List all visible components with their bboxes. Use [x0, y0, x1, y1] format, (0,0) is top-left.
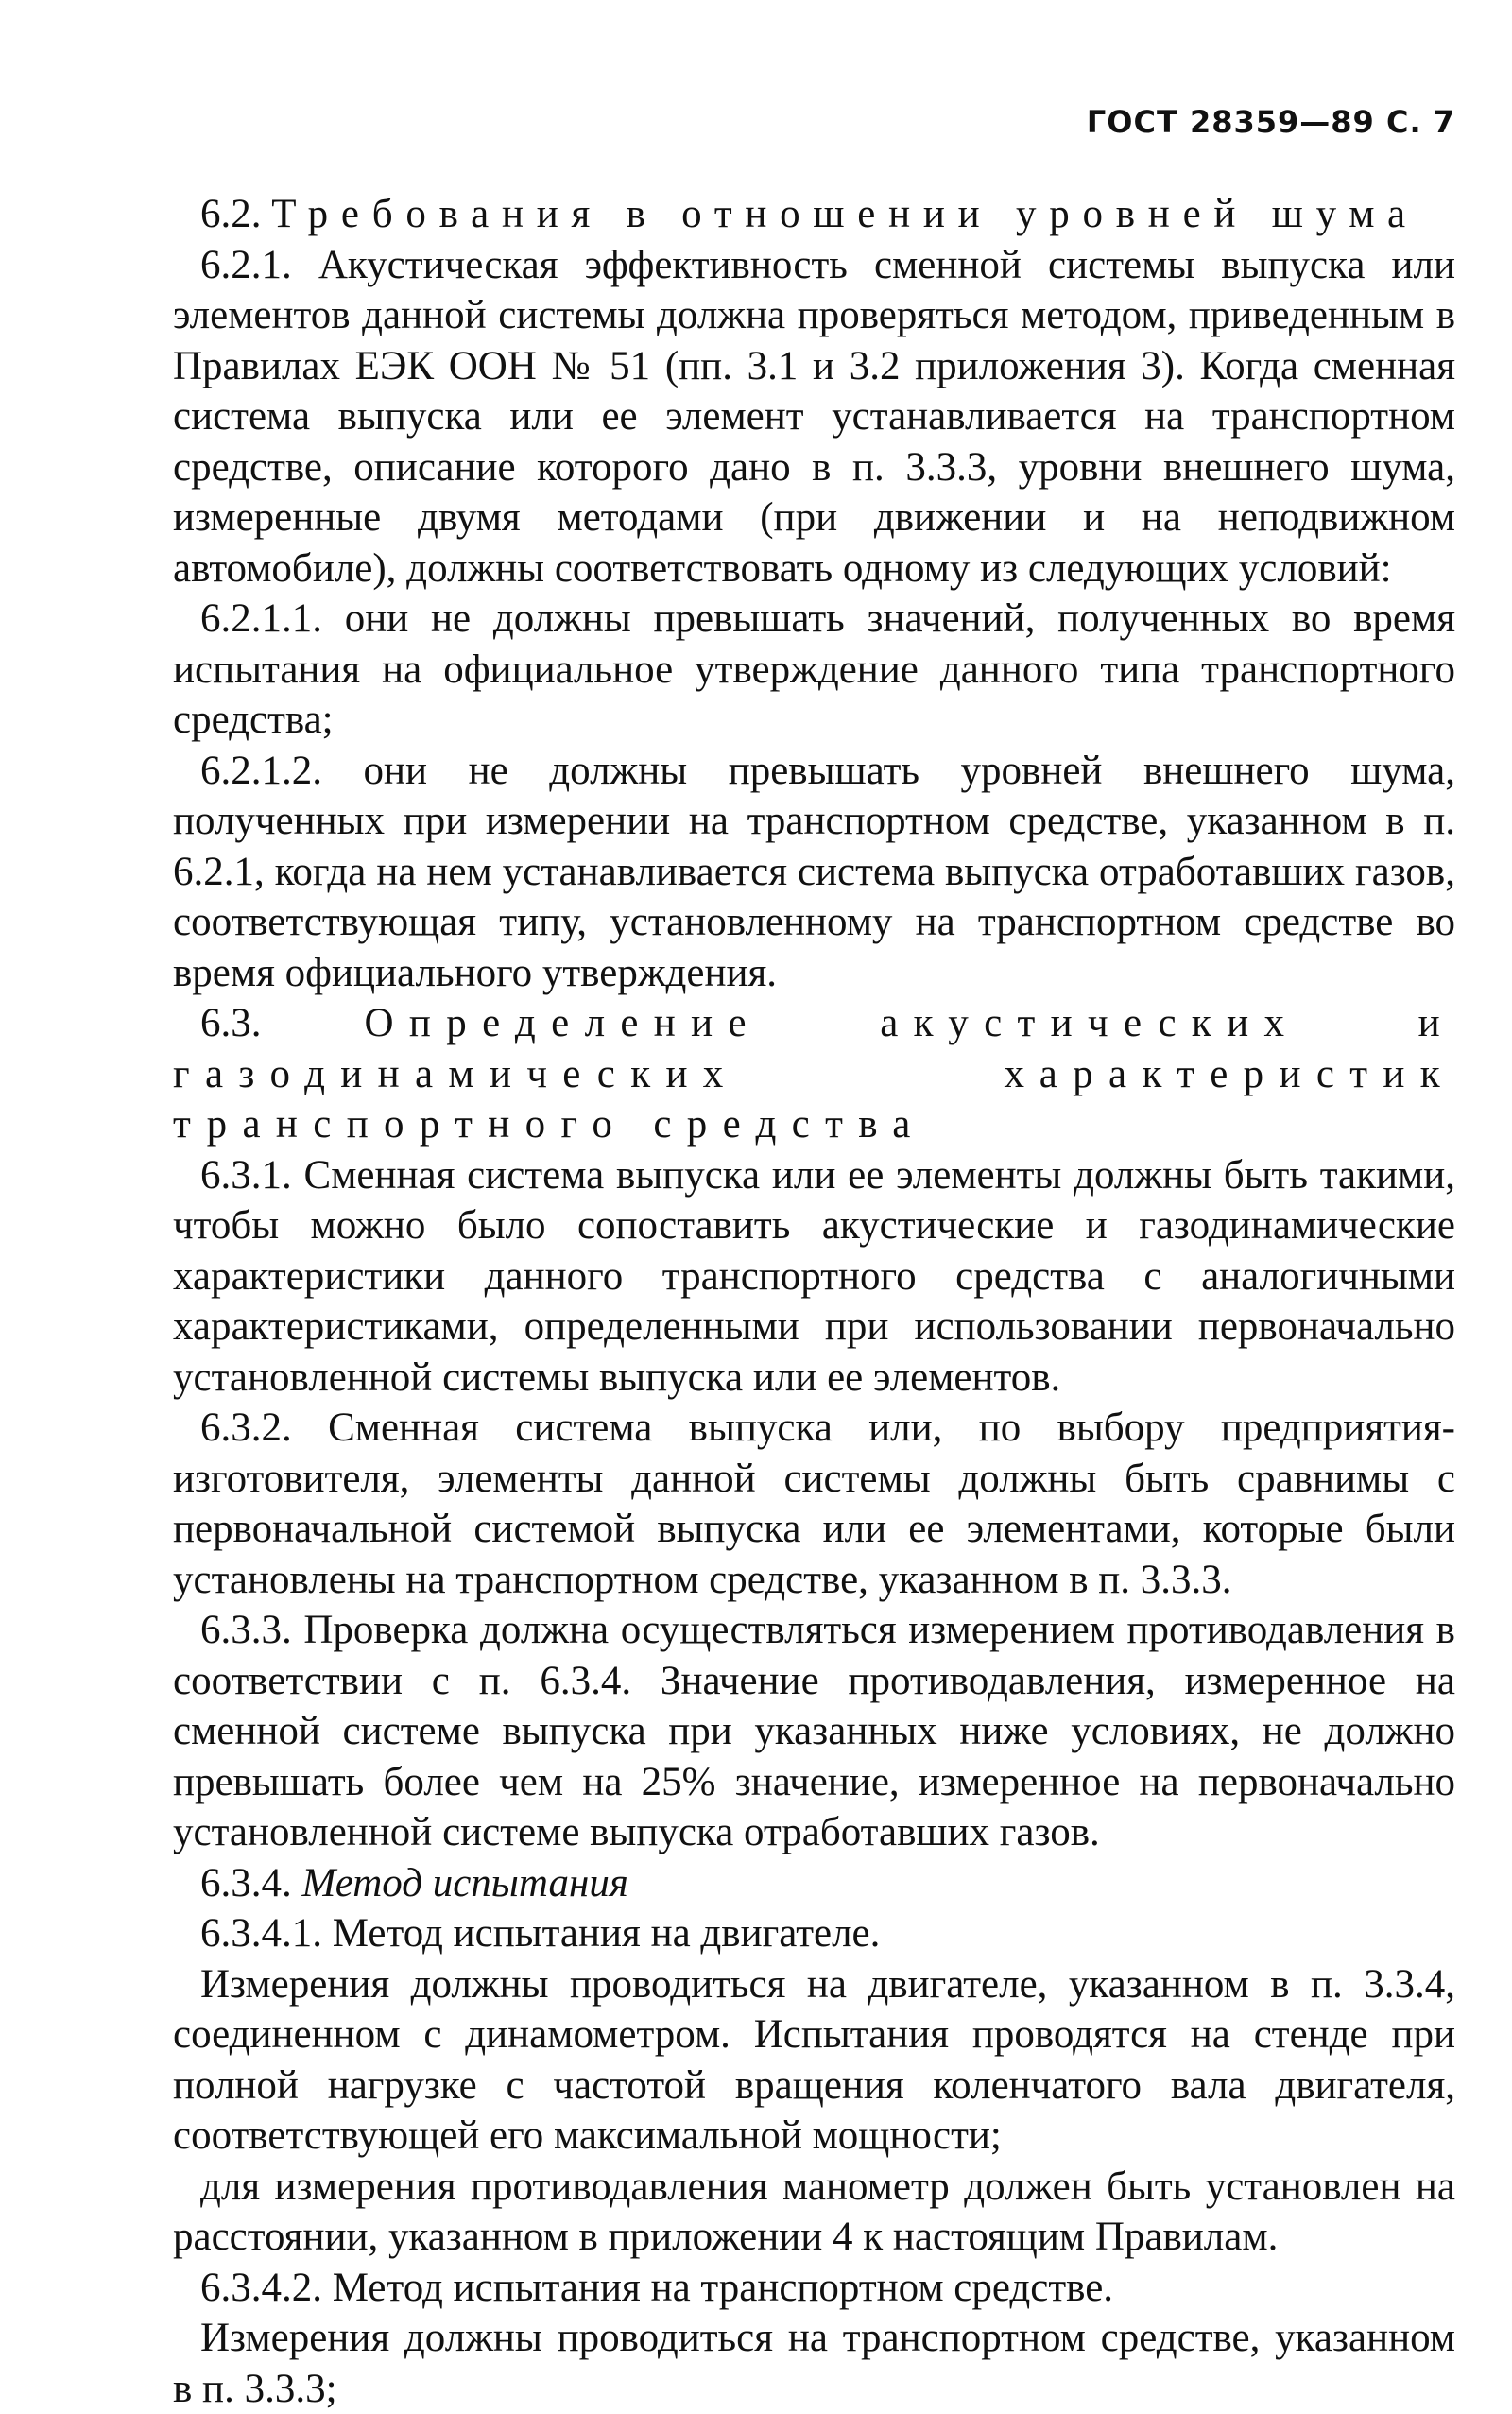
section-6-3-3: 6.3.3. Проверка должна осуществляться измерением противодавления в соответствии с п. 6.3.4. Значение противодавления, измеренное на сменной системе выпуска при указанных ниже условиях, не должно превышать более чем на 25% значение, измеренное на первоначально установленной системе выпуска отработавших газов. [173, 1608, 1455, 1854]
section-6-3-4-title: Метод испытания [301, 1860, 628, 1905]
section-6-2-number: 6.2. [200, 192, 262, 236]
section-6-2-title: Требования в отношении уровней шума [271, 192, 1418, 236]
section-6-2-1-2: 6.2.1.2. они не должны превышать уровней внешнего шума, полученных при измерении на транспортном средстве, указанном в п. 6.2.1, когда на нем устанавливается система выпуска отработавших газов, соответствующая типу, установленному на транспортном средстве во время официального утверждения. [173, 748, 1455, 995]
section-6-3-4-2-heading: 6.3.4.2. Метод испытания на транспортном средстве. [200, 2265, 1114, 2310]
section-6-3-4-1-paragraph-2: для измерения противодавления манометр должен быть установлен на расстоянии, указанном в приложении 4 к настоящим Правилам. [173, 2164, 1455, 2259]
section-6-3-4-heading [173, 1858, 1455, 1909]
section-6-3-4-1-heading: 6.3.4.1. Метод испытания на двигателе. [200, 1911, 881, 1956]
section-6-3-2: 6.3.2. Сменная система выпуска или, по выбору предприятия-изготовителя, элементы данной системы должны быть сравнимы с первоначальной системой выпуска или ее элементами, которые были установлены на транспортном средстве, указанном в п. 3.3.3. [173, 1405, 1455, 1602]
section-6-3-heading [173, 998, 1455, 1150]
document-page [173, 104, 1455, 2414]
section-6-3-number: 6.3. [200, 1001, 262, 1045]
section-6-2-heading [173, 189, 1455, 240]
running-header: ГОСТ 28359—89 С. 7 [1086, 104, 1455, 140]
section-6-2-1: 6.2.1. Акустическая эффективность сменной системы выпуска или элементов данной системы должна проверяться методом, приведенным в Правилах ЕЭК ООН № 51 (пп. 3.1 и 3.2 приложения 3). Когда сменная система выпуска или ее элемент устанавливается на транспортном средстве, описание которого дано в п. 3.3.3, уровни внешнего шума, измеренные двумя методами (при движении и на неподвижном автомобиле), должны соответствовать одному из следующих условий: [173, 242, 1455, 591]
section-6-2-1-1: 6.2.1.1. они не должны превышать значений, полученных во время испытания на официальное утверждение данного типа транспортного средства; [173, 596, 1455, 742]
section-6-3-4-number: 6.3.4. [200, 1860, 292, 1905]
section-6-3-4-2-paragraph-1: Измерения должны проводиться на транспортном средстве, указанном в п. 3.3.3; [173, 2316, 1455, 2411]
section-6-3-4-1-paragraph-1: Измерения должны проводиться на двигателе, указанном в п. 3.3.4, соединенном с динамометром. Испытания проводятся на стенде при полной нагрузке с частотой вращения коленчатого вала двигателя, соответствующей его максимальной мощности; [173, 1961, 1455, 2158]
section-6-3-title: Определение акустических и газодинамических характеристик транспортного средства [173, 1001, 1456, 1147]
section-6-3-1: 6.3.1. Сменная система выпуска или ее элементы должны быть такими, чтобы можно было сопоставить акустические и газодинамические характеристики данного транспортного средства с аналогичными характеристиками, определенными при использовании первоначально установленной системы выпуска или ее элементов. [173, 1152, 1455, 1400]
